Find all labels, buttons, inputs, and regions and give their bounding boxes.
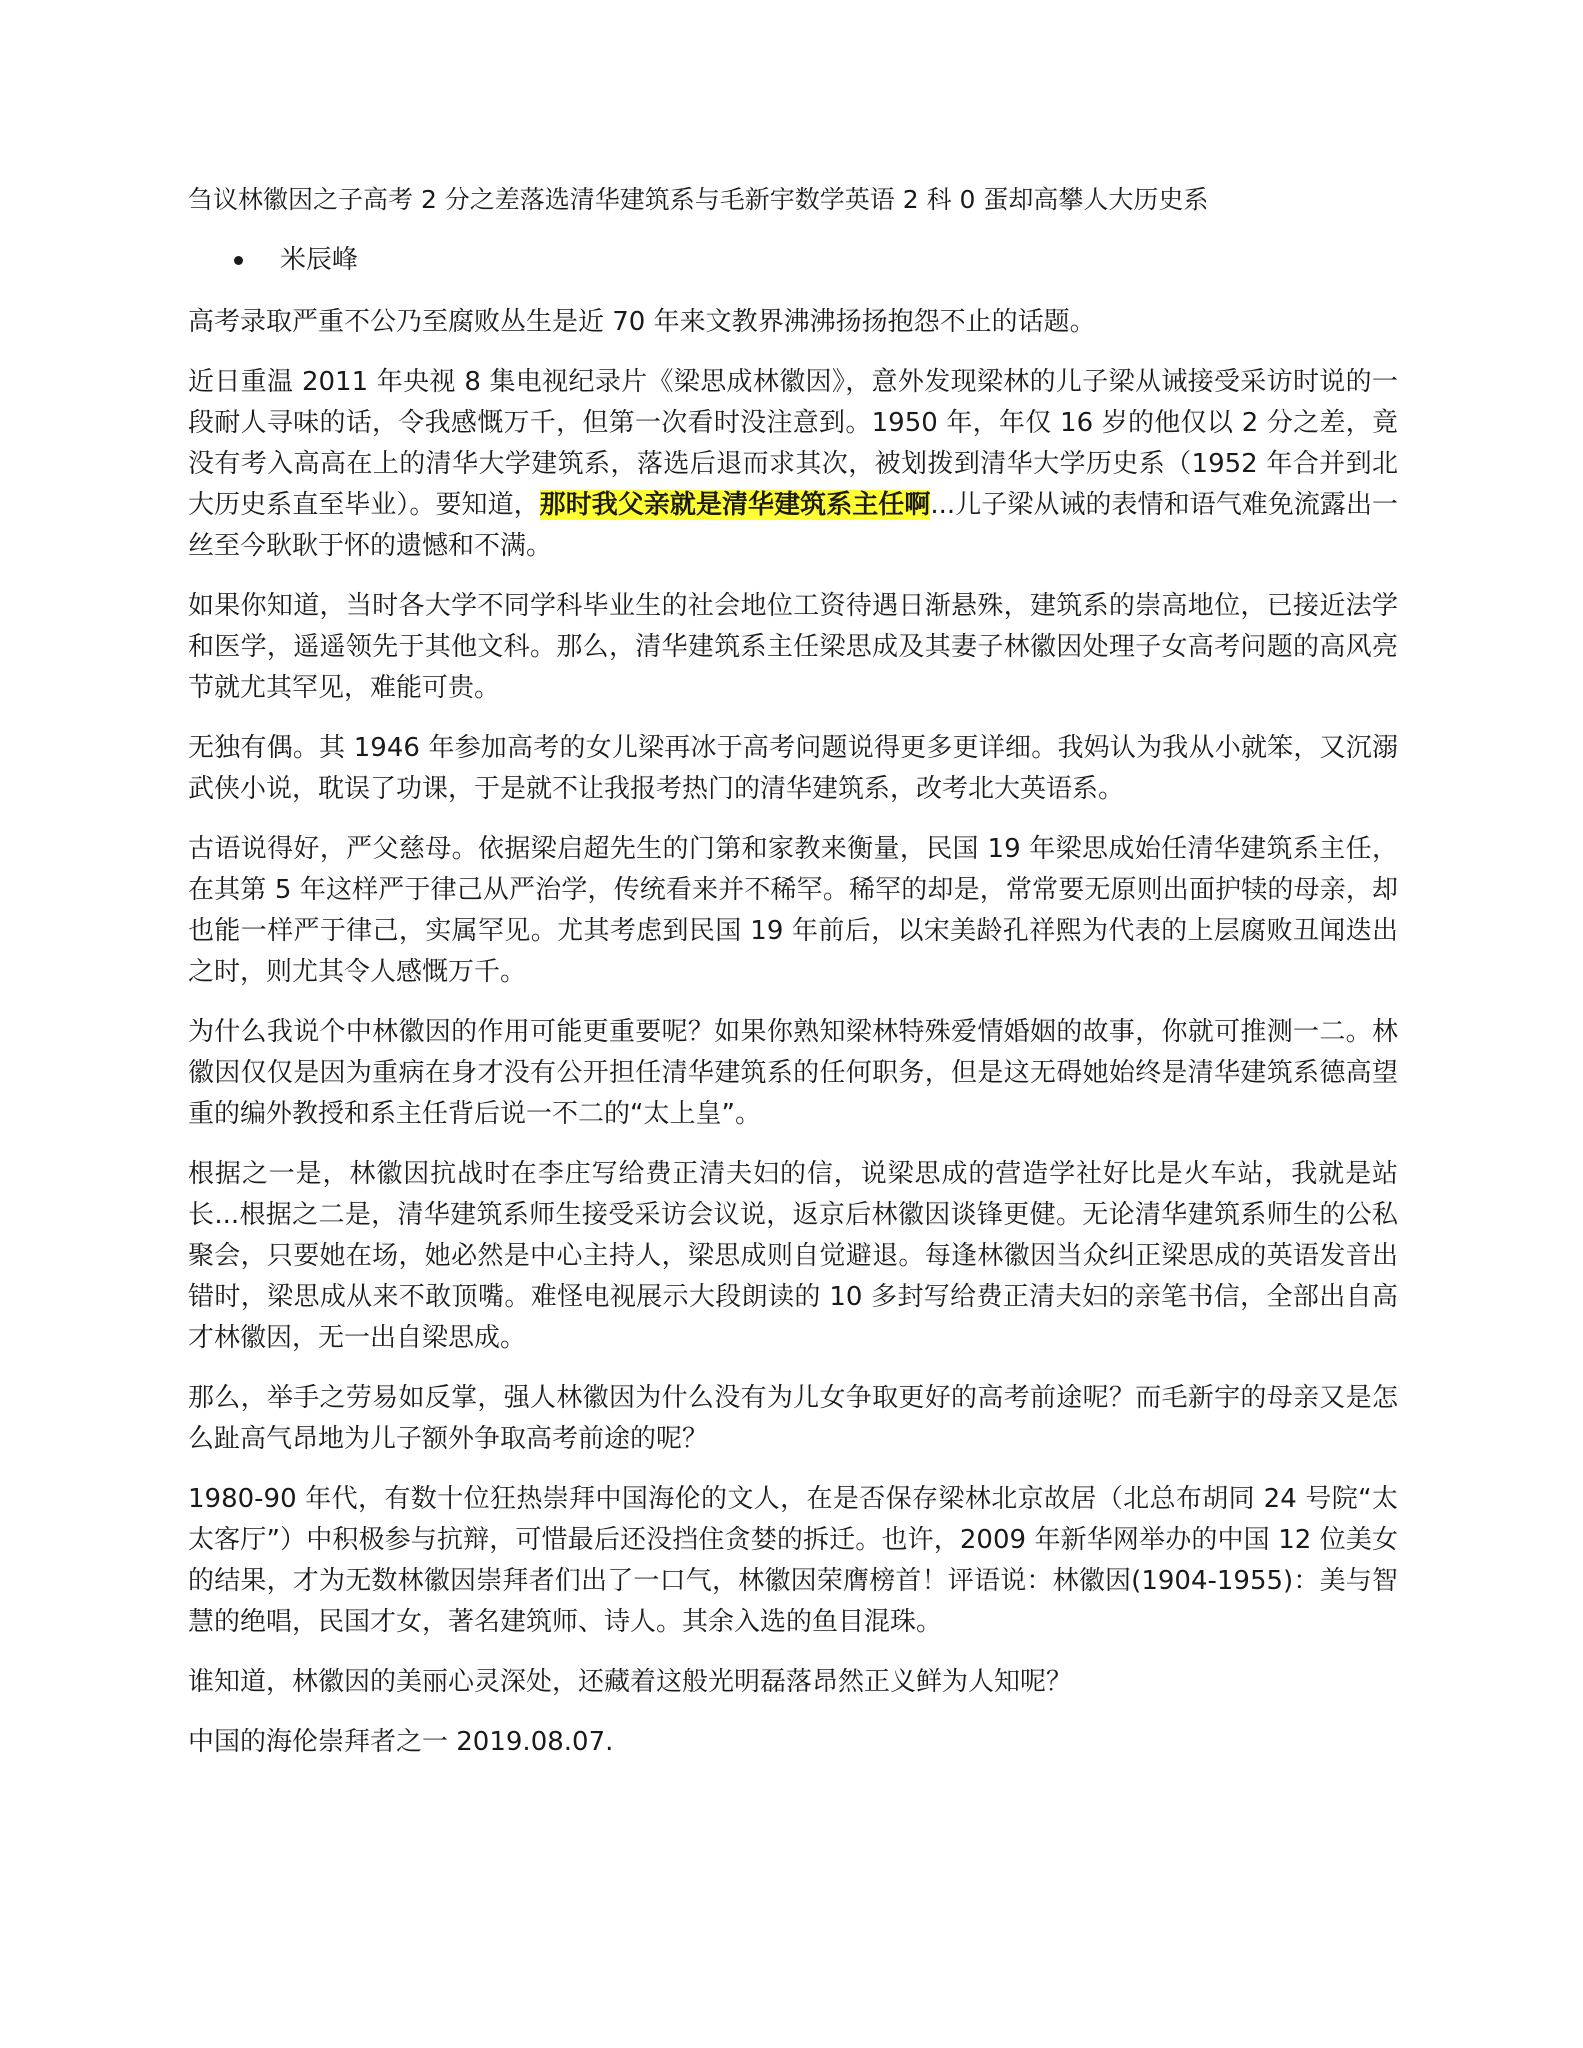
highlighted-quote: 那时我父亲就是清华建筑系主任啊 <box>539 490 931 520</box>
paragraph-8: 那么，举手之劳易如反掌，强人林徽因为什么没有为儿女争取更好的高考前途呢？而毛新宇的母亲又是怎么趾高气昂地为儿子额外争取高考前途的呢？ <box>188 1383 1398 1454</box>
paragraph-1: 高考录取严重不公乃至腐败丛生是近 70 年来文教界沸沸扬扬抱怨不止的话题。 <box>188 307 1096 337</box>
paragraph-2-after: ...儿子梁从诫的表情和语气难免流露出一丝至今耿耿于怀的遗憾和不满。 <box>188 490 1398 561</box>
author-item <box>188 240 1398 280</box>
paragraph-2-before: 近日重温 2011 年央视 8 集电视纪录片《梁思成林徽因》，意外发现梁林的儿子梁从诫接受采访时说的一段耐人寻味的话，令我感慨万千，但第一次看时没注意到。1950 年，年仅 16 岁的他仅以 2 分之差，竟没有考入高高在上的清华大学建筑系，落选后退而求其次，被划拨到清华大学历史系（1952 年合并到北大历史系直至毕业）。要知道， <box>188 367 1398 520</box>
paragraph-5: 古语说得好，严父慈母。依据梁启超先生的门第和家教来衡量，民国 19 年梁思成始任清华建筑系主任，在其第 5 年这样严于律己从严治学，传统看来并不稀罕。稀罕的却是，常常要无原则出面护犊的母亲，却也能一样严于律己，实属罕见。尤其考虑到民国 19 年前后，以宋美龄孔祥熙为代表的上层腐败丑闻迭出之时，则尤其令人感慨万千。 <box>188 834 1398 987</box>
author-list <box>188 240 1398 280</box>
paragraph-6: 为什么我说个中林徽因的作用可能更重要呢？如果你熟知梁林特殊爱情婚姻的故事，你就可推测一二。林徽因仅仅是因为重病在身才没有公开担任清华建筑系的任何职务，但是这无碍她始终是清华建筑系德高望重的编外教授和系主任背后说一不二的“太上皇”。 <box>188 1017 1398 1129</box>
document-page <box>188 180 1398 1782</box>
paragraph-7: 根据之一是，林徽因抗战时在李庄写给费正清夫妇的信，说梁思成的营造学社好比是火车站，我就是站长...根据之二是，清华建筑系师生接受采访会议说，返京后林徽因谈锋更健。无论清华建筑系师生的公私聚会，只要她在场，她必然是中心主持人，梁思成则自觉避退。每逢林徽因当众纠正梁思成的英语发音出错时，梁思成从来不敢顶嘴。难怪电视展示大段朗读的 10 多封写给费正清夫妇的亲笔书信，全部出自高才林徽因，无一出自梁思成。 <box>188 1159 1398 1353</box>
paragraph-9: 1980-90 年代，有数十位狂热崇拜中国海伦的文人，在是否保存梁林北京故居（北总布胡同 24 号院“太太客厅”）中积极参与抗辩，可惜最后还没挡住贪婪的拆迁。也许，2009 年新华网举办的中国 12 位美女的结果，才为无数林徽因崇拜者们出了一口气，林徽因荣膺榜首！评语说：林徽因(1904-1955)：美与智慧的绝唱，民国才女，著名建筑师、诗人。其余入选的鱼目混珠。 <box>188 1484 1398 1637</box>
author-name: 米辰峰 <box>280 245 359 275</box>
bullet-icon <box>234 256 243 265</box>
signature-line: 中国的海伦崇拜者之一 2019.08.07. <box>188 1727 614 1757</box>
paragraph-10: 谁知道，林徽因的美丽心灵深处，还藏着这般光明磊落昂然正义鲜为人知呢？ <box>188 1667 1073 1697</box>
paragraph-3: 如果你知道，当时各大学不同学科毕业生的社会地位工资待遇日渐悬殊，建筑系的崇高地位，已接近法学和医学，遥遥领先于其他文科。那么，清华建筑系主任梁思成及其妻子林徽因处理子女高考问题的高风亮节就尤其罕见，难能可贵。 <box>188 591 1398 703</box>
paragraph-2 <box>188 362 1398 567</box>
paragraph-4: 无独有偶。其 1946 年参加高考的女儿梁再冰于高考问题说得更多更详细。我妈认为我从小就笨，又沉溺武侠小说，耽误了功课，于是就不让我报考热门的清华建筑系，改考北大英语系。 <box>188 733 1398 804</box>
article-title: 刍议林徽因之子高考 2 分之差落选清华建筑系与毛新宇数学英语 2 科 0 蛋却高攀人大历史系 <box>188 185 1209 214</box>
